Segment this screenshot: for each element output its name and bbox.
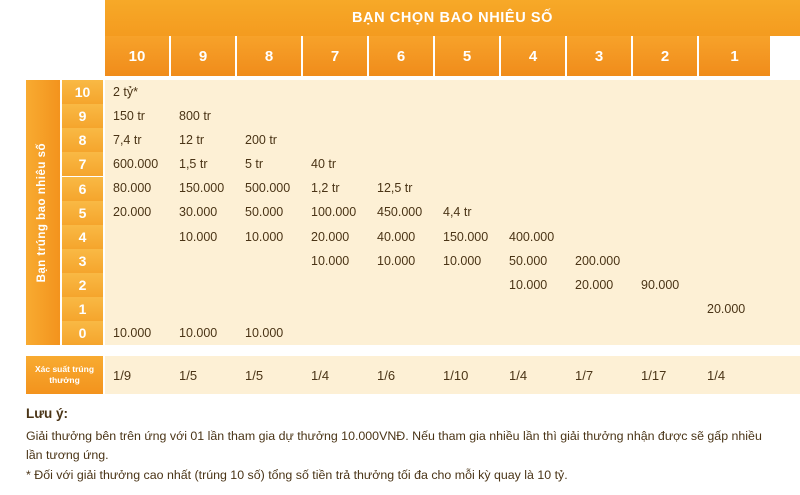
prize-cell: 40.000 — [377, 229, 416, 244]
prize-cell — [369, 321, 435, 345]
probability-cell: 1/4 — [509, 367, 528, 383]
prize-cell: 4,4 tr — [443, 205, 472, 220]
prize-cell: 150.000 — [443, 229, 489, 244]
row-header-cell: 5 — [62, 201, 103, 225]
table-row — [105, 200, 800, 224]
row-axis-title — [26, 80, 60, 345]
probability-row-label: Xác suất trúng thưởng — [26, 356, 103, 394]
column-header-row — [105, 36, 800, 76]
table-row — [105, 249, 800, 273]
probability-cell: 1/4 — [311, 367, 330, 383]
probability-cell: 1/10 — [443, 367, 469, 383]
column-header-cell: 5 — [435, 36, 501, 76]
column-header-cell: 4 — [501, 36, 567, 76]
table-row — [105, 80, 800, 104]
prize-cell: 200.000 — [575, 253, 621, 268]
prize-cell: 90.000 — [641, 277, 680, 292]
prize-cell — [369, 128, 435, 152]
prize-cell: 80.000 — [113, 181, 152, 196]
prize-cell: 20.000 — [311, 229, 350, 244]
prize-cell: 10.000 — [311, 253, 350, 268]
prize-cell — [237, 297, 303, 321]
prize-cell — [435, 297, 501, 321]
prize-cell: 500.000 — [245, 181, 291, 196]
prize-cell — [501, 152, 567, 176]
prize-cell: 10.000 — [245, 325, 284, 340]
row-axis-title-text: Bạn trúng bao nhiêu số — [36, 142, 49, 283]
prize-cell: 600.000 — [113, 157, 159, 172]
prize-cell — [633, 152, 699, 176]
prize-grid — [105, 80, 800, 345]
column-header-cell: 6 — [369, 36, 435, 76]
prize-cell — [303, 80, 369, 104]
column-header-cell: 7 — [303, 36, 369, 76]
prize-cell — [699, 104, 770, 128]
row-header-cell: 0 — [62, 321, 103, 345]
prize-cell — [501, 200, 567, 224]
prize-cell — [567, 80, 633, 104]
prize-cell — [501, 128, 567, 152]
prize-cell — [501, 176, 567, 200]
prize-cell — [303, 104, 369, 128]
prize-cell — [699, 321, 770, 345]
prize-cell — [633, 200, 699, 224]
prize-cell — [303, 273, 369, 297]
prize-cell — [633, 249, 699, 273]
prize-cell — [237, 104, 303, 128]
prize-cell — [435, 80, 501, 104]
prize-cell — [237, 249, 303, 273]
prize-cell: 12,5 tr — [377, 181, 413, 196]
prize-cell: 10.000 — [443, 253, 482, 268]
prize-cell — [699, 80, 770, 104]
prize-cell — [699, 176, 770, 200]
prize-cell — [435, 321, 501, 345]
prize-cell: 200 tr — [245, 133, 277, 148]
prize-cell: 100.000 — [311, 205, 357, 220]
prize-cell — [633, 176, 699, 200]
prize-cell — [435, 152, 501, 176]
prize-cell — [105, 249, 171, 273]
row-header-cell: 7 — [62, 152, 103, 176]
prize-cell — [699, 128, 770, 152]
table-row — [105, 224, 800, 248]
prize-cell: 1,5 tr — [179, 157, 208, 172]
probability-cell: 1/6 — [377, 367, 396, 383]
prize-cell: 2 tỷ* — [113, 85, 139, 100]
prize-cell — [633, 80, 699, 104]
prize-cell — [435, 273, 501, 297]
row-header-cell: 10 — [62, 80, 103, 104]
row-header-cell: 9 — [62, 104, 103, 128]
prize-cell: 1,2 tr — [311, 181, 340, 196]
page-title: BẠN CHỌN BAO NHIÊU SỐ — [105, 0, 800, 36]
prize-cell — [369, 297, 435, 321]
probability-cell: 1/5 — [179, 367, 198, 383]
prize-cell — [501, 297, 567, 321]
prize-cell — [171, 80, 237, 104]
probability-cell: 1/9 — [113, 367, 132, 383]
probability-cell: 1/7 — [575, 367, 594, 383]
notes-line-2: * Đối với giải thưởng cao nhất (trúng 10 số) tổng số tiền trả thưởng tối đa cho mỗi kỳ quay là 10 tỷ. — [26, 468, 568, 483]
prize-cell — [699, 224, 770, 248]
prize-cell: 10.000 — [509, 277, 548, 292]
column-header-cell: 8 — [237, 36, 303, 76]
prize-cell — [435, 128, 501, 152]
prize-cell — [699, 152, 770, 176]
prize-cell — [633, 297, 699, 321]
prize-cell — [105, 224, 171, 248]
prize-cell — [105, 273, 171, 297]
prize-cell: 10.000 — [245, 229, 284, 244]
table-row — [105, 297, 800, 321]
prize-cell — [369, 80, 435, 104]
prize-cell — [171, 249, 237, 273]
prize-cell — [369, 273, 435, 297]
prize-cell — [435, 176, 501, 200]
prize-cell: 5 tr — [245, 157, 264, 172]
prize-cell — [501, 321, 567, 345]
prize-cell — [303, 128, 369, 152]
table-row — [105, 321, 800, 345]
prize-cell: 400.000 — [509, 229, 555, 244]
table-row — [105, 273, 800, 297]
prize-cell — [567, 321, 633, 345]
prize-cell — [699, 249, 770, 273]
probability-cell: 1/5 — [245, 367, 264, 383]
probability-cell: 1/17 — [641, 367, 667, 383]
notes-title: Lưu ý: — [26, 406, 69, 421]
prize-cell: 10.000 — [377, 253, 416, 268]
row-header-cell: 4 — [62, 225, 103, 249]
table-row — [105, 128, 800, 152]
probability-row — [105, 356, 800, 394]
prize-cell — [633, 224, 699, 248]
prize-cell: 30.000 — [179, 205, 218, 220]
probability-cell: 1/4 — [707, 367, 726, 383]
row-header-cell: 2 — [62, 273, 103, 297]
prize-cell — [171, 273, 237, 297]
table-row — [105, 176, 800, 200]
row-header-cell: 8 — [62, 128, 103, 152]
row-header-cell: 3 — [62, 249, 103, 273]
prize-cell — [237, 273, 303, 297]
column-header-cell: 1 — [699, 36, 770, 76]
prize-cell — [567, 176, 633, 200]
prize-cell: 150.000 — [179, 181, 225, 196]
column-header-cell: 10 — [105, 36, 171, 76]
column-header-cell: 3 — [567, 36, 633, 76]
prize-cell — [501, 80, 567, 104]
prize-cell: 10.000 — [179, 229, 218, 244]
notes-section — [26, 404, 781, 487]
prize-cell: 40 tr — [311, 157, 337, 172]
prize-cell: 450.000 — [377, 205, 423, 220]
prize-cell — [699, 200, 770, 224]
column-header-cell: 2 — [633, 36, 699, 76]
prize-cell — [699, 273, 770, 297]
prize-cell — [237, 80, 303, 104]
prize-cell: 20.000 — [707, 301, 746, 316]
prize-cell — [303, 297, 369, 321]
prize-cell: 7,4 tr — [113, 133, 142, 148]
prize-cell: 50.000 — [509, 253, 548, 268]
prize-cell — [303, 321, 369, 345]
prize-cell — [369, 152, 435, 176]
prize-cell — [633, 321, 699, 345]
prize-cell — [369, 104, 435, 128]
prize-cell: 10.000 — [179, 325, 218, 340]
prize-cell — [567, 128, 633, 152]
prize-cell — [567, 200, 633, 224]
row-header-cell: 6 — [62, 177, 103, 201]
prize-cell — [501, 104, 567, 128]
prize-cell — [567, 224, 633, 248]
prize-cell — [105, 297, 171, 321]
prize-cell — [435, 104, 501, 128]
column-header-cell: 9 — [171, 36, 237, 76]
table-row — [105, 104, 800, 128]
prize-cell — [171, 297, 237, 321]
prize-cell: 150 tr — [113, 109, 145, 124]
notes-line-1: Giải thưởng bên trên ứng với 01 lần tham gia dự thưởng 10.000VNĐ. Nếu tham gia nhiều lần thì giải thưởng nhận được sẽ gấp nhiều lần tương ứng. — [26, 428, 762, 463]
prize-cell: 20.000 — [113, 205, 152, 220]
row-header-cell: 1 — [62, 297, 103, 321]
prize-cell — [633, 104, 699, 128]
table-row — [105, 152, 800, 176]
prize-cell — [567, 104, 633, 128]
prize-cell: 20.000 — [575, 277, 614, 292]
prize-cell — [567, 152, 633, 176]
prize-cell: 800 tr — [179, 109, 211, 124]
prize-cell: 50.000 — [245, 205, 284, 220]
prize-cell — [567, 297, 633, 321]
prize-cell — [633, 128, 699, 152]
prize-cell: 10.000 — [113, 325, 152, 340]
prize-cell: 12 tr — [179, 133, 205, 148]
